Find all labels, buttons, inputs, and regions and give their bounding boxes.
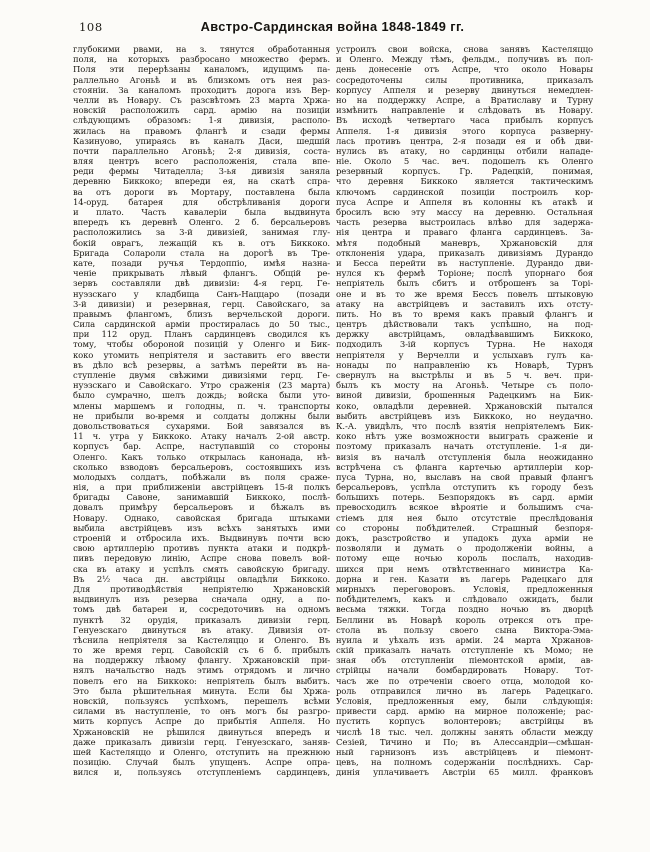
text-line: стола въ пользу своего сына Виктора-Эма- (336, 624, 593, 635)
text-line: нуэзскаго и Савойскаго. Утро сраженія (23 марта) (73, 380, 330, 391)
text-line: даже приказалъ дивизіи герц. Генуезскаго, заняв- (73, 736, 330, 747)
text-line: Аппеля. 1-я дивизія этого корпуса разверну- (336, 125, 593, 136)
text-line: строеній и отбросила ихъ. Выдвинувъ почти всю (73, 533, 330, 543)
text-line: и Бесса перейти въ наступленіе. Дурандо дви- (336, 257, 593, 268)
text-line: Оленго. Какъ только открылась канонада, нѣ- (73, 451, 330, 462)
text-line: бокій оврагъ, лежащій къ в. отъ Биккоко. (73, 237, 330, 248)
text-line: пивъ передовую линію, Аспре снова повелъ вой- (73, 553, 330, 564)
text-line: мить корпусъ Аспре до прибытія Аппеля. Но (73, 716, 330, 727)
text-line: пустить корпусъ волонтеровъ; австрійцы въ (336, 716, 593, 727)
text-line: глубокими рвами, на з. тянутся обработанныя (73, 44, 330, 54)
text-line: выбила австрійцевъ изъ всѣхъ занятыхъ ими (73, 522, 330, 533)
text-column-right (336, 44, 593, 778)
text-line: Сила сардинской арміи простиралась до 50 тыс., (73, 319, 330, 330)
text-line: встрѣчена съ фланга картечью артиллеріи кор- (336, 461, 593, 472)
text-line: часъ же по отреченіи своего отца, молодой ко- (336, 675, 593, 686)
text-line: молодыхъ солдатъ, побѣжали въ поля сраже- (73, 471, 330, 482)
text-line: шей Кастеляццо и Оленго, отступить на прежнюю (73, 746, 330, 757)
text-line: часть резерва выстроилась влѣво для задержа- (336, 217, 593, 228)
text-line: цевъ, на полномъ содержаніи послѣднихъ. Сар- (336, 757, 593, 768)
text-line: динія уплачиваетъ Австріи 65 милл. франковъ (336, 767, 593, 778)
text-line: со стороны побѣдителей. Страшный безпоря- (336, 522, 593, 533)
text-line: ва отъ дороги въ Мортару, поставлена была (73, 186, 330, 197)
text-line: расположились за 3-й дивизіей, занимая глу- (73, 227, 330, 238)
text-line: нялъ начальство надъ этимъ отрядомъ и лично (73, 665, 330, 676)
text-line: Хржановскій не рѣшился двинуться впередъ и (73, 726, 330, 737)
text-column-left (73, 44, 330, 778)
text-line: пить. Но въ то время какъ правый флангъ и (336, 308, 593, 319)
text-line: большихъ потерь. Безпорядокъ въ сард. арміи (336, 492, 593, 503)
text-line: повелъ его на Биккоко: непріятель былъ выбитъ. (73, 675, 330, 686)
text-line: потому еще ночью король послалъ, находив- (336, 553, 593, 564)
text-line: оне и въ то же время Бессъ повелъ штыковую (336, 288, 593, 299)
text-line: стрійцы начали бомбардировать Новару. Тот- (336, 665, 593, 676)
text-line: но на поддержку Аспре, а Вратиславу и Турну (336, 94, 593, 105)
text-line: сколько взводовъ берсальеровъ, состоявшихъ изъ (73, 461, 330, 472)
text-line: былъ къ мосту на Агоньѣ. Четыре съ поло- (336, 380, 593, 391)
text-line: ступленіе двумя свѣжими дивизіями герц. Ге- (73, 370, 330, 380)
text-line: кате, позади ручья Тердоппіо, имѣя назна- (73, 257, 330, 268)
text-line: пуса Аспре и Аппеля въ колонны къ атакѣ и (336, 196, 593, 207)
text-line: скій приказалъ начать отступленіе къ Момо; не (336, 645, 593, 656)
text-line: реди фермы Читаделла; 3-ья дивизія заняла (73, 166, 330, 177)
text-line: томъ двѣ батареи и, сосредоточивъ на одномъ (73, 604, 330, 615)
text-line: новскій, пользуясь успѣхомъ, перешелъ всѣми (73, 696, 330, 706)
text-line: Условія, предложенныя ему, были слѣдующія: (336, 696, 593, 706)
text-line: Это была рѣшительная минута. Если бы Хржа- (73, 685, 330, 696)
text-line: стіемъ для нея было отсутствіе преслѣдованія (336, 512, 593, 523)
text-line: поля, на которыхъ разбросано множество фермъ. (73, 54, 330, 65)
text-line: въ дѣло всѣ резервы, а затѣмъ перейти въ на- (73, 359, 330, 370)
text-line: выбить австрійцевъ изъ Биккоко, но неудачно. (336, 410, 593, 421)
text-line: корпусъ бар. Аспре, наступавшій со стороны (73, 441, 330, 452)
text-line: Сезіей, Тичино и По; въ Алессандріи—смѣшан- (336, 736, 593, 747)
text-line: довалъ примѣру берсальеровъ и бѣжалъ въ (73, 502, 330, 513)
text-line: отклоненія удара, приказалъ дивизіямъ Дурандо (336, 247, 593, 258)
text-line: Беллини въ Новарѣ король отрекся отъ пре- (336, 614, 593, 625)
text-line: коко, овладѣли деревней. Хржановскій пытался (336, 400, 593, 411)
text-line: впередъ къ деревнѣ Оленго. 2 б. берсальеровъ (73, 217, 330, 228)
text-line: непріятеля у Верчелли и услыхавъ гулъ ка- (336, 349, 593, 360)
text-line: нонады по направленію къ Новарѣ, Турнъ (336, 359, 593, 370)
text-line: мѣтя подобный маневръ, Хржановскій для (336, 237, 593, 248)
text-line: зная объ отступленіи піемонтской арміи, ав- (336, 655, 593, 666)
text-line: держку австрійцамъ, овладѣвавшимъ Биккоко, (336, 329, 593, 340)
text-line: Новару. Однако, савойская бригада штыками (73, 512, 330, 523)
text-line: нулся къ фермѣ Торіоне; послѣ упорнаго боя (336, 268, 593, 279)
text-line: ный гарнизонъ изъ австрійцевъ и піемонт- (336, 746, 593, 757)
text-line: мирныхъ переговоровъ. Условія, предложенныя (336, 583, 593, 594)
text-line: Генуезскаго двинуться въ атаку. Дивизія от- (73, 624, 330, 635)
text-line: раллельно Агоньѣ и въ близкомъ отъ нея раз- (73, 74, 330, 85)
text-line: было сумрачно, шелъ дождь; войска были уто- (73, 390, 330, 401)
text-line: виной дивизіи, брошенныя Радецкимъ на Бик- (336, 390, 593, 401)
text-line: пуса Турна, но, выславъ на свой правый флангъ (336, 471, 593, 482)
text-line: зервъ составляли двѣ дивизіи: 4-я герц. Ге- (73, 278, 330, 289)
text-line: весьма тяжки. Тогда поздно ночью въ дворцѣ (336, 604, 593, 615)
text-line: числѣ 18 тыс. чел. должны занять области между (336, 726, 593, 737)
page-number: 108 (79, 20, 103, 34)
text-line: вился и, пользуясь отступленіемъ сардинцевъ, (73, 767, 330, 778)
text-line: 3-й дивизіи) и резервная, герц. Савойскаго, за (73, 298, 330, 309)
text-line: силами въ наступленіе, то онъ могъ бы разгро- (73, 706, 330, 717)
page-title: Австро-Сардинская война 1848-1849 гг. (200, 19, 465, 34)
text-line: тѣснила непріятеля за Кастеляццо и Оленго. Въ (73, 634, 330, 645)
text-line: тому, чтобы обороной позицій у Оленго и Бик- (73, 339, 330, 350)
text-line: ніе. Около 5 час. веч. подошелъ къ Оленго (336, 156, 593, 167)
text-line: ска въ атаку и успѣлъ смять савойскую бригаду. (73, 563, 330, 574)
text-line: 11 ч. утра у Биккоко. Атаку началъ 2-ой австр. (73, 431, 330, 442)
text-line: Казинуово, упираясь въ каналъ Даси, шедшій (73, 135, 330, 146)
text-line: побѣдителемъ, какъ и слѣдовало ожидать, были (336, 594, 593, 605)
text-line: позицію. Случай былъ упущенъ. Аспре опра- (73, 757, 330, 768)
text-line: лась противъ центра, 2-я позади ея и обѣ дви- (336, 135, 593, 146)
text-line: позволяли и думать о продолженіи войны, а (336, 543, 593, 554)
text-line: слѣдующимъ образомъ: 1-я дивизія, располо- (73, 115, 330, 126)
text-line: атаку на австрійцевъ и заставилъ ихъ отсту- (336, 298, 593, 309)
text-line: свернулъ на выстрѣлы и въ 5 ч. веч. при- (336, 370, 593, 380)
text-line: коко утомить непріятеля и заставить его ввести (73, 349, 330, 360)
text-line: нуэзскаго у кладбища Санъ-Наццаро (позади (73, 288, 330, 299)
text-line: то же время герц. Савойскій съ 6 б. прибылъ (73, 645, 330, 656)
text-line: Поля эти перерѣзаны каналомъ, идущимъ па- (73, 64, 330, 75)
text-line: выдвинулъ изъ резерва сначала одну, а по- (73, 594, 330, 605)
text-line: не прибыли во-время и солдаты должны были (73, 410, 330, 421)
text-line: устроилъ свои войска, снова занявъ Кастеляццо (336, 44, 593, 54)
text-line: К.-А. увидѣлъ, что послѣ взятія непріятелемъ Бик- (336, 420, 593, 431)
text-line: ченіе прикрывать лѣвый флангъ. Общій ре- (73, 268, 330, 279)
two-column-text-block (73, 44, 593, 778)
text-line: ключомъ сардинской позиціи построилъ кор- (336, 186, 593, 197)
text-line: непріятель былъ сбитъ и отброшенъ за Торі- (336, 278, 593, 289)
text-line: центръ дѣйствовали такъ успѣшно, на под- (336, 319, 593, 330)
text-line: нуила и уѣхалъ изъ арміи. 24 марта Хржанов- (336, 634, 593, 645)
text-line: визія въ началѣ отступленія была неожиданно (336, 451, 593, 462)
text-line: новскій расположилъ сард. армію на позиціи (73, 105, 330, 116)
text-line: вляя центръ всего расположенія, стала впе- (73, 156, 330, 167)
text-line: Въ исходѣ четвертаго часа прибылъ корпусъ (336, 115, 593, 126)
text-line: бросилъ всю эту массу на деревню. Остальная (336, 207, 593, 217)
text-line: шихся при немъ отвѣтственнаго министра Ка- (336, 563, 593, 574)
text-line: бригады Савоне, занимавшій Биккоко, послѣ- (73, 492, 330, 503)
text-line: поэтому приказалъ начать отступленіе. 1-я ди- (336, 441, 593, 452)
text-line: день донесеніе отъ Аспре, что около Новары (336, 64, 593, 75)
text-line: нулись въ атаку, но сардинцы отбили нападе- (336, 145, 593, 156)
text-line: нія центра и праваго фланга сардинцевъ. За- (336, 227, 593, 238)
text-line: жилась на правомъ флангѣ и сзади фермы (73, 125, 330, 136)
text-line: Бригада Солароли стала на дорогѣ въ Тре- (73, 247, 330, 258)
text-line: измѣнить направленіе и слѣдовать въ Новару. (336, 105, 593, 116)
text-line: челли въ Новару. Съ разсвѣтомъ 23 марта Хржа- (73, 94, 330, 105)
text-line: превосходилъ всякое вѣроятіе и большимъ сча- (336, 502, 593, 513)
text-line: и плато. Часть кавалеріи была выдвинута (73, 207, 330, 217)
text-line: Для противодѣйствія непріятелю Хржановскій (73, 583, 330, 594)
text-line: и Оленго. Между тѣмъ, фельдм., получивъ въ пол- (336, 54, 593, 65)
text-line: сосредоточены силы противника, приказалъ (336, 74, 593, 85)
text-line: берсальеровъ, успѣла отступить къ городу безъ (336, 482, 593, 493)
text-line: 14-оруд. батарея для обстрѣливанія дороги (73, 196, 330, 207)
text-line: что деревня Биккоко является тактическимъ (336, 176, 593, 187)
text-line: пунктѣ 32 орудія, приказалъ дивизіи герц. (73, 614, 330, 625)
text-line: подходилъ 3-ій корпусъ Турна. Не находя (336, 339, 593, 350)
text-line: при 112 оруд. Планъ сардинцевъ сводился къ (73, 329, 330, 340)
text-line: роль отправился лично въ лагерь Радецкаго. (336, 685, 593, 696)
text-line: на поддержку лѣвому флангу. Хржановскій при- (73, 655, 330, 666)
text-line: резервный корпусъ. Гр. Радецкій, понимая, (336, 166, 593, 177)
text-line: дорна и ген. Казати въ лагерь Радецкаго для (336, 573, 593, 584)
text-line: привести сард. армію на мирное положеніе; рас- (336, 706, 593, 717)
text-line: млены маршемъ и голодны, п. ч. транспорты (73, 400, 330, 411)
text-line: докъ, разстройство и упадокъ духа арміи не (336, 533, 593, 543)
text-line: правымъ флангомъ, близъ верчельской дороги. (73, 308, 330, 319)
text-line: Въ 2½ часа дн. австрійцы овладѣли Биккоко. (73, 573, 330, 584)
text-line: корпусу Аппеля и резерву двинуться немедлен- (336, 84, 593, 95)
text-line: стояніи. За каналомъ проходитъ дорога изъ Вер- (73, 84, 330, 95)
text-line: деревню Биккоко; впереди ея, на скатѣ спра- (73, 176, 330, 187)
text-line: нія, а при приближеніи австрійцевъ 15-й полкъ (73, 482, 330, 493)
text-line: довольствоваться сухарями. Бой завязался въ (73, 420, 330, 431)
text-line: свою артиллерію противъ пункта атаки и подкрѣ- (73, 543, 330, 554)
text-line: коко нѣтъ уже возможности выиграть сраженіе и (336, 431, 593, 442)
text-line: почти параллельно Агоньѣ; 2-я дивизія, соста- (73, 145, 330, 156)
